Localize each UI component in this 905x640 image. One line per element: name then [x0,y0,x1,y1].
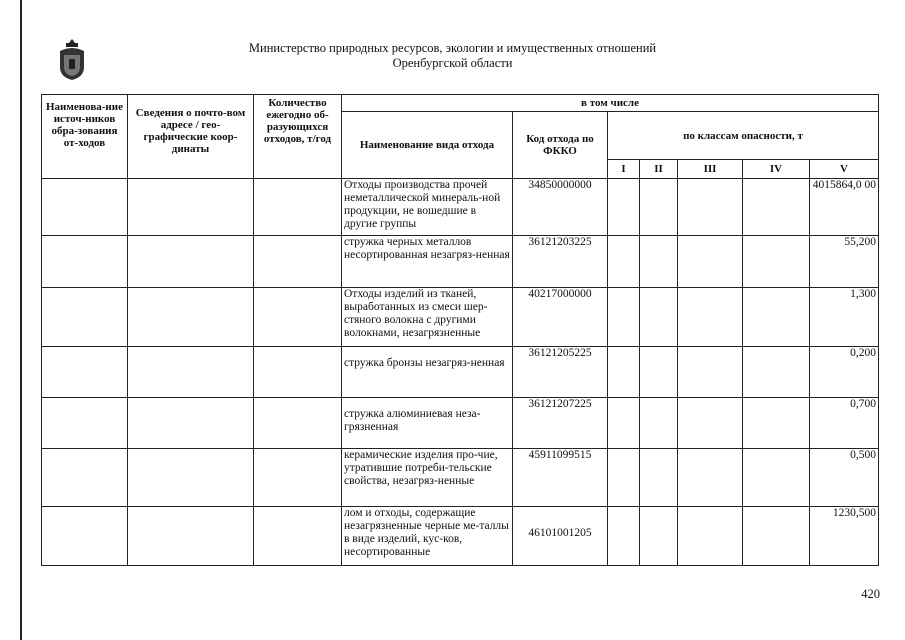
col-fkko-header: Код отхода по ФККО [513,112,608,179]
class-header-1: I [608,160,640,179]
fkko-code-cell: 46101001205 [513,507,608,566]
page-number: 420 [861,587,880,601]
class-header-3: III [678,160,743,179]
col-quantity-header: Количество ежегодно об-разующихся отходов, т/год [254,95,342,179]
table-row [42,288,879,347]
fkko-code-cell: 36121207225 [513,398,608,449]
table-row [42,398,879,449]
waste-name-cell: стружка бронзы незагряз-ненная [342,347,513,398]
col-source-header: Наименова-ние источ-ников обра-зования от-ходов [42,95,128,179]
class-v-value: 0,500 [810,449,879,507]
fkko-code-cell: 40217000000 [513,288,608,347]
class-v-value: 0,200 [810,347,879,398]
class-header-2: II [640,160,678,179]
class-header-5: V [810,160,879,179]
table-row [42,449,879,507]
class-v-value: 55,200 [810,236,879,288]
col-group-header: в том числе [342,95,879,112]
class-v-value: 1230,500 [810,507,879,566]
col-waste-name-header: Наименование вида отхода [342,112,513,179]
fkko-code-cell: 36121205225 [513,347,608,398]
ministry-title: Министерство природных ресурсов, экологии и имущественных отношений [248,41,657,55]
class-v-value: 1,300 [810,288,879,347]
class-header-4: IV [743,160,810,179]
class-v-value: 0,700 [810,398,879,449]
fkko-code-cell: 45911099515 [513,449,608,507]
waste-name-cell: стружка черных металлов несортированная незагряз-ненная [342,236,513,288]
waste-name-cell: стружка алюминиевая неза-грязненная [342,398,513,449]
waste-name-cell: Отходы производства прочей неметаллической минераль-ной продукции, не вошедшие в другие группы [342,179,513,236]
col-classes-header: по классам опасности, т [608,112,879,160]
col-address-header: Сведения о почто-вом адресе / гео-графические коор-динаты [128,95,254,179]
table-row [42,347,879,398]
fkko-code-cell: 34850000000 [513,179,608,236]
table-row [42,236,879,288]
class-v-value: 4015864,0 00 [810,179,879,236]
page-edge-rule [20,0,22,640]
waste-name-cell: лом и отходы, содержащие незагрязненные черные ме-таллы в виде изделий, кус-ков, несортированные [342,507,513,566]
waste-name-cell: Отходы изделий из тканей, выработанных из смеси шер-стяного волокна с другими волокнами, незагрязненные [342,288,513,347]
region-title: Оренбургской области [392,56,513,70]
table-row [42,507,879,566]
fkko-code-cell: 36121203225 [513,236,608,288]
waste-name-cell: керамические изделия про-чие, утратившие потреби-тельские свойства, незагряз-ненные [342,449,513,507]
waste-table [41,94,879,566]
table-row [42,179,879,236]
